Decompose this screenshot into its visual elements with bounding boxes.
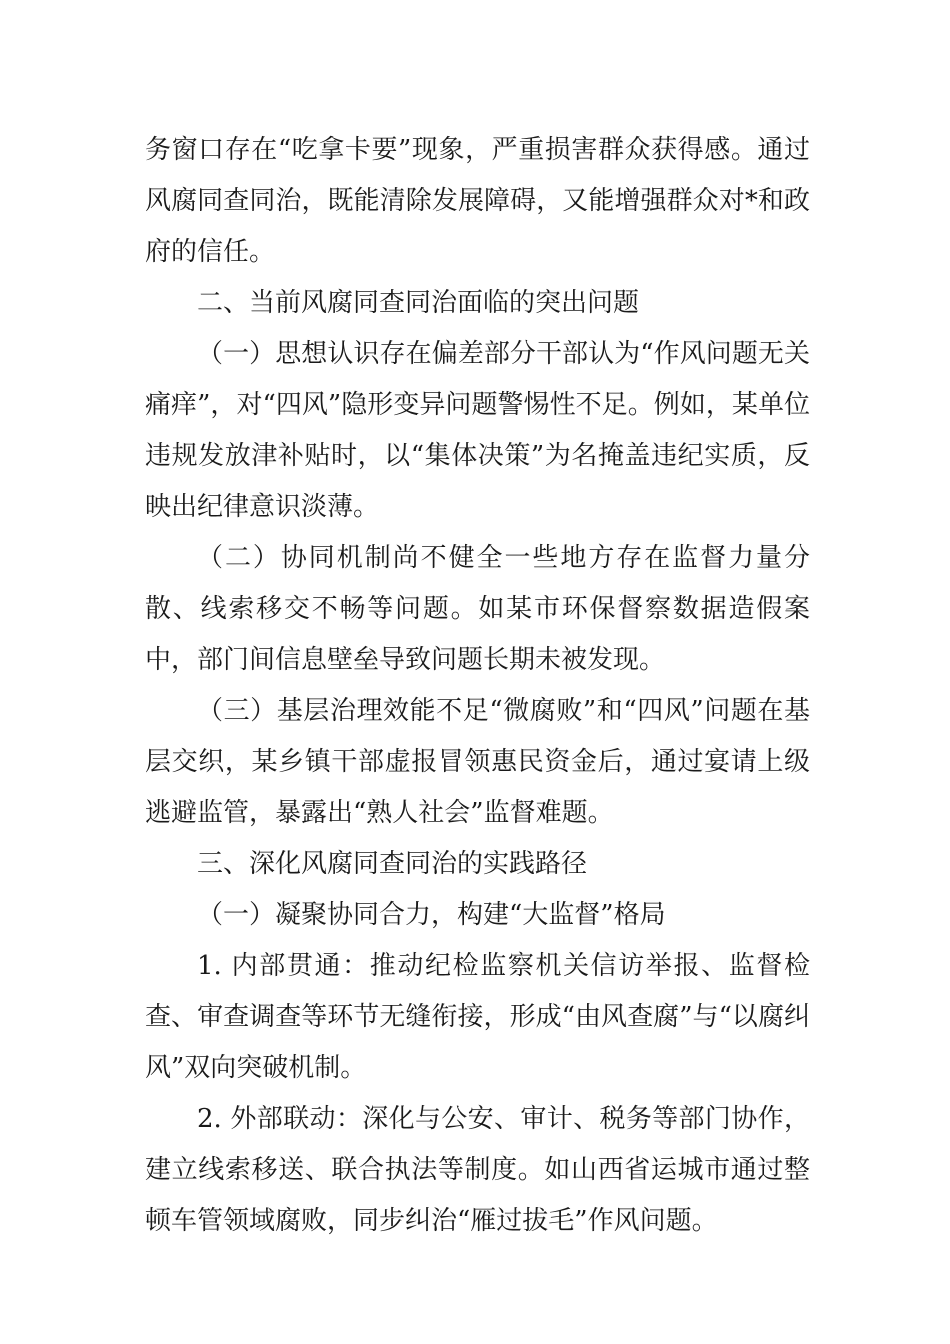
paragraph-issue-2: （二）协同机制尚不健全一些地方存在监督力量分散、线索移交不畅等问题。如某市环保督察数据造假案中，部门间信息壁垒导致问题长期未被发现。	[145, 543, 810, 675]
paragraph-item-1: 1. 内部贯通：推动纪检监察机关信访举报、监督检查、审查调查等环节无缝衔接，形成“由风查腐”与“以腐纠风”双向突破机制。	[145, 951, 810, 1083]
paragraph-issue-3: （三）基层治理效能不足“微腐败”和“四风”问题在基层交织，某乡镇干部虚报冒领惠民资金后，通过宴请上级逃避监管，暴露出“熟人社会”监督难题。	[145, 696, 810, 828]
section-heading-2: 二、当前风腐同查同治面临的突出问题	[197, 288, 640, 318]
paragraph-issue-1: （一）思想认识存在偏差部分干部认为“作风问题无关痛痒”，对“四风”隐形变异问题警惕性不足。例如，某单位违规发放津补贴时，以“集体决策”为名掩盖违纪实质，反映出纪律意识淡薄。	[145, 339, 810, 522]
paragraph-continuation: 务窗口存在“吃拿卡要”现象，严重损害群众获得感。通过风腐同查同治，既能清除发展障碍，又能增强群众对*和政府的信任。	[145, 135, 810, 267]
paragraph-item-2: 2. 外部联动：深化与公安、审计、税务等部门协作，建立线索移送、联合执法等制度。如山西省运城市通过整顿车管领域腐败，同步纠治“雁过拔毛”作风问题。	[145, 1104, 810, 1236]
document-body	[145, 125, 810, 1247]
section-heading-3: 三、深化风腐同查同治的实践路径	[197, 849, 588, 879]
subsection-heading-1: （一）凝聚协同合力，构建“大监督”格局	[197, 900, 666, 930]
